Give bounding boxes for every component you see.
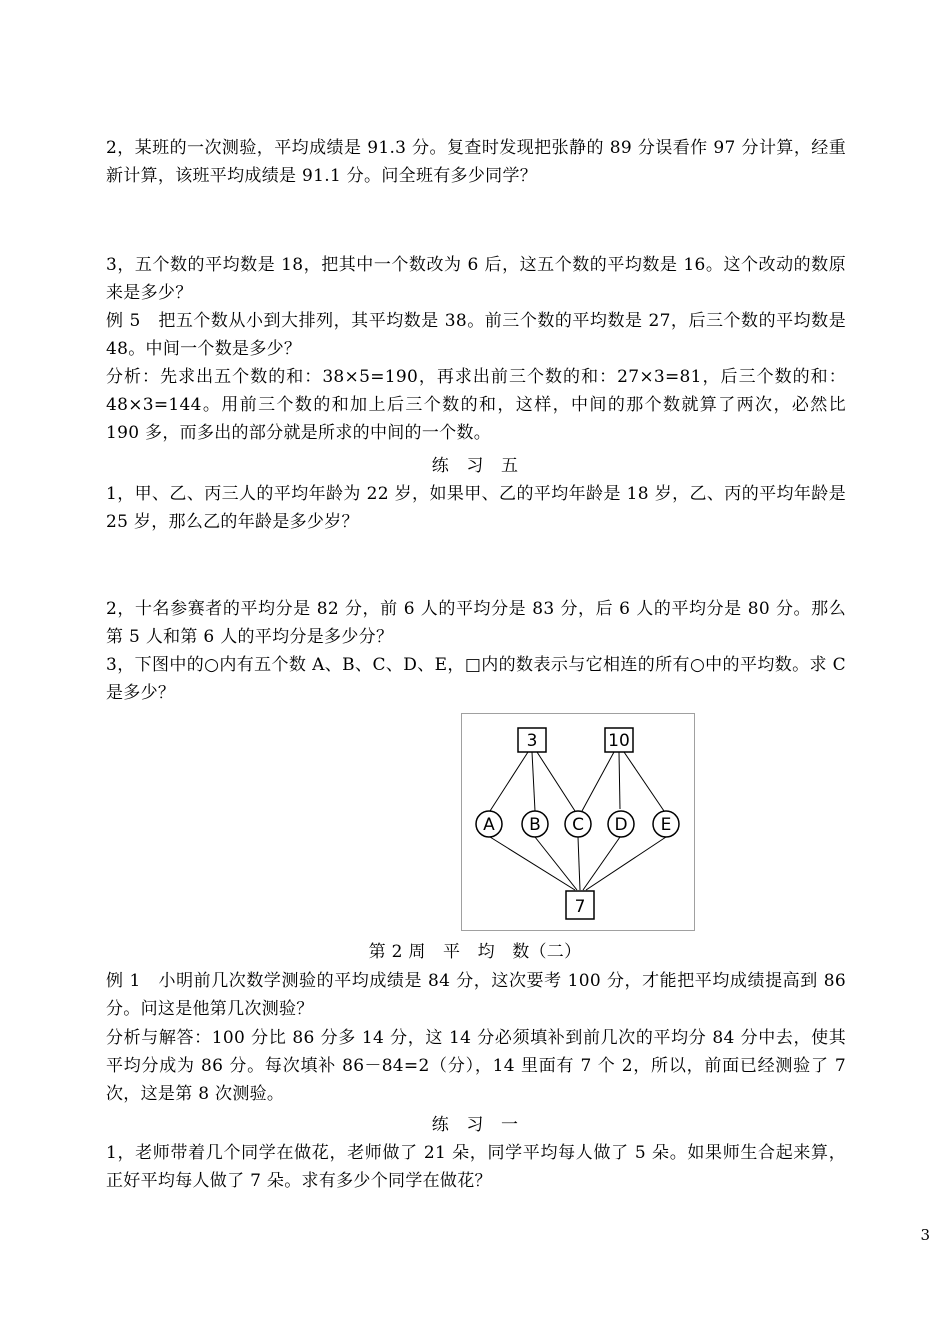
box-10-label: 10 [608, 731, 630, 751]
exercise-5-q3: 3，下图中的○内有五个数 A、B、C、D、E，□内的数表示与它相连的所有○中的平均数。求 C 是多少？ [106, 655, 846, 703]
example-5: 例 5 把五个数从小到大排列，其平均数是 38。前三个数的平均数是 27，后三个数的平均数是 48。中间一个数是多少？ [106, 311, 846, 359]
problem-3: 3，五个数的平均数是 18，把其中一个数改为 6 后，这五个数的平均数是 16。这个改动的数原来是多少？ [106, 255, 846, 303]
circle-e-label: E [660, 815, 672, 835]
average-diagram [461, 713, 695, 931]
week2-analysis-1: 分析与解答：100 分比 86 分多 14 分，这 14 分必须填补到前几次的平均分 84 分中去，使其平均分成为 86 分。每次填补 86－84=2（分），14 里面有 7 个 2，所以，前面已经测验了 7 次，这是第 8 次测验。 [106, 1028, 846, 1104]
exercise-1-q1: 1，老师带着几个同学在做花，老师做了 21 朵，同学平均每人做了 5 朵。如果师生合起来算，正好平均每人做了 7 朵。求有多少个同学在做花？ [106, 1143, 846, 1191]
page-number: 3 [920, 1226, 930, 1244]
exercise-5-q2: 2，十名参赛者的平均分是 82 分，前 6 人的平均分是 83 分，后 6 人的平均分是 80 分。那么第 5 人和第 6 人的平均分是多少分？ [106, 599, 846, 647]
circle-c-label: C [572, 815, 584, 835]
circle-d-label: D [614, 815, 628, 835]
week2-example-1: 例 1 小明前几次数学测验的平均成绩是 84 分，这次要考 100 分，才能把平均成绩提高到 86 分。问这是他第几次测验？ [106, 971, 846, 1019]
circle-a-label: A [483, 815, 495, 835]
circle-b-label: B [529, 815, 541, 835]
exercise-1-heading: 练 习 一 [431, 1115, 519, 1135]
box-3-label: 3 [526, 731, 538, 751]
week-2-title: 第 2 周 平 均 数（二） [368, 942, 582, 962]
exercise-5-q1: 1，甲、乙、丙三人的平均年龄为 22 岁，如果甲、乙的平均年龄是 18 岁，乙、丙的平均年龄是 25 岁，那么乙的年龄是多少岁？ [106, 484, 846, 532]
box-7-label: 7 [574, 897, 586, 917]
exercise-5-heading: 练 习 五 [431, 456, 519, 476]
problem-2: 2，某班的一次测验，平均成绩是 91.3 分。复查时发现把张静的 89 分误看作 97 分计算，经重新计算，该班平均成绩是 91.1 分。问全班有多少同学？ [106, 138, 846, 186]
analysis-5: 分析：先求出五个数的和：38×5=190，再求出前三个数的和：27×3=81，后三个数的和：48×3=144。用前三个数的和加上后三个数的和，这样，中间的那个数就算了两次，必然比 190 多，而多出的部分就是所求的中间的一个数。 [106, 367, 846, 443]
